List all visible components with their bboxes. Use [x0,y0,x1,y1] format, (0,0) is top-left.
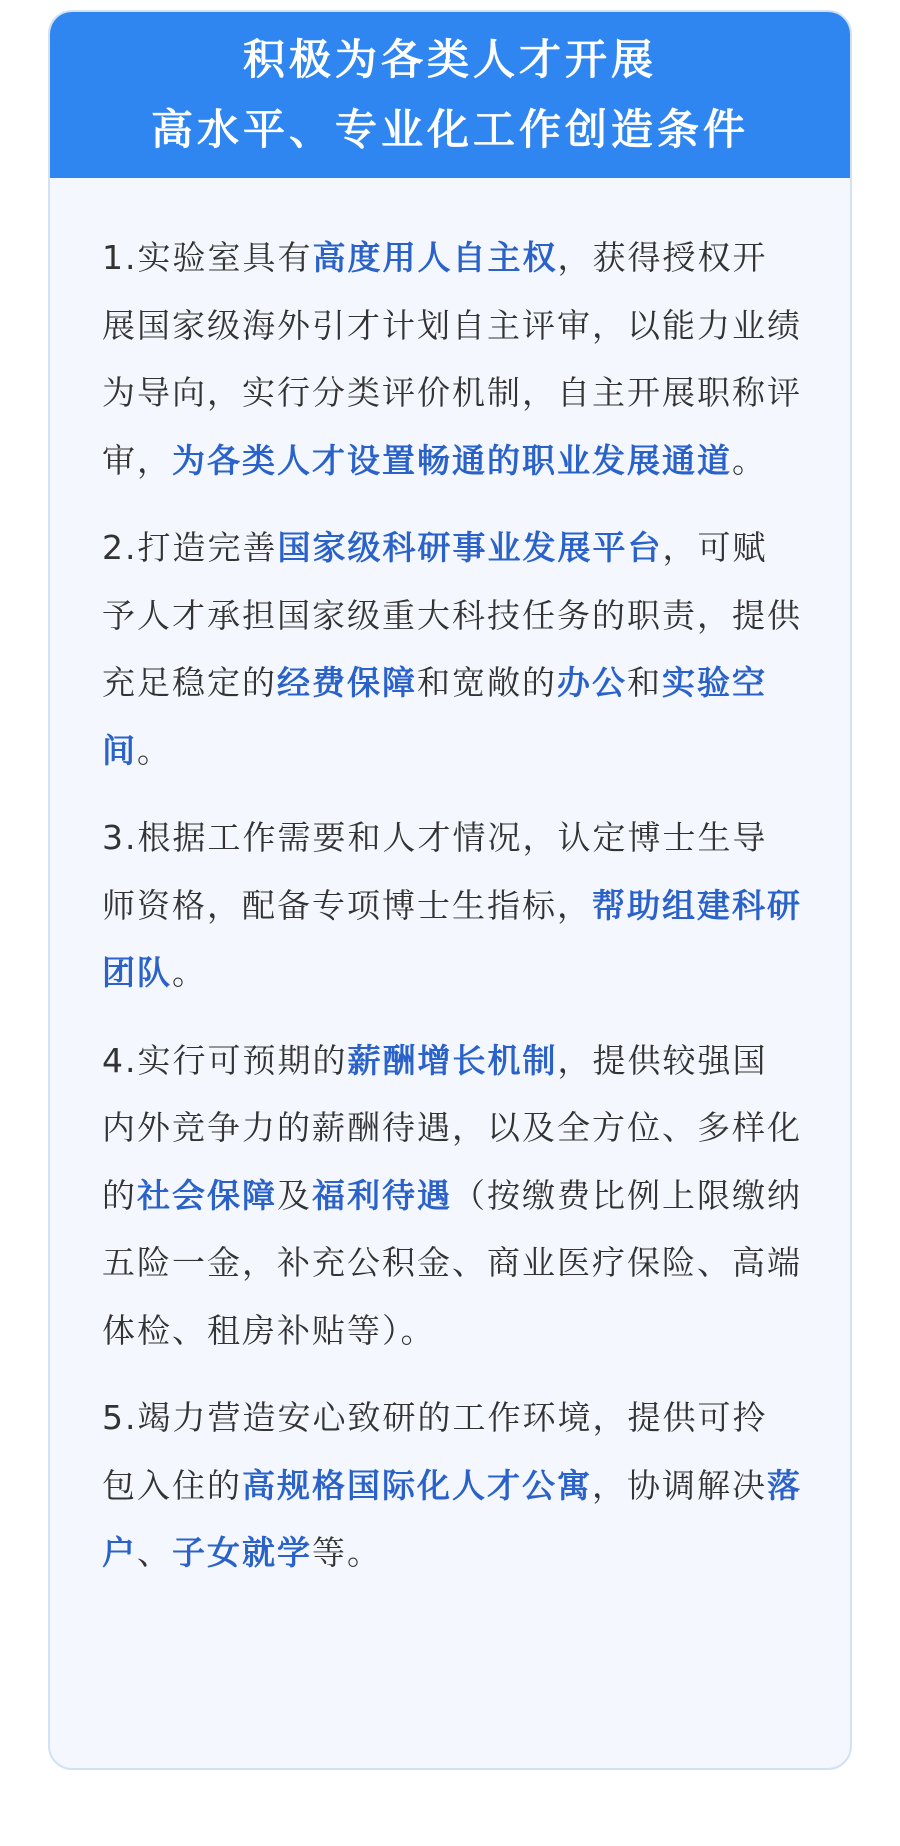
highlighted-text: 办公 [557,663,627,702]
body-text: 。 [137,730,172,770]
body-text: ，提供较强国内外竞争力的薪酬待遇，以及全方位、多样化的 [102,1040,802,1215]
highlighted-text: 社会保障 [137,1175,277,1215]
highlighted-text: 高度用人自主权 [312,238,558,277]
highlighted-text: 高规格国际化人才公寓 [242,1465,592,1505]
info-card [48,10,852,1770]
highlighted-text: 国家级科研事业发展平台 [277,528,663,567]
item-list [102,224,802,1607]
body-text: ，协调解决 [592,1465,767,1505]
body-text: 和 [627,663,662,702]
highlighted-text: 福利待遇 [312,1175,452,1215]
body-text: 和宽敞的 [417,663,557,702]
highlighted-text: 为各类人才设置畅通的职业发展通道 [172,440,732,480]
list-item-4 [102,1027,802,1365]
highlighted-text: 帮助组建科研团队 [102,885,802,992]
body-text: 5.竭力营造安心致研的工作环境，提供可拎包入住的 [102,1398,768,1505]
body-text: ，获得授权开展国家级海外引才计划自主评审，以能力业绩为导向，实行分类评价机制，自主开展职称评审， [102,238,802,480]
list-item-3 [102,804,802,1007]
body-text: 。 [172,953,207,992]
body-text: 4.实行可预期的 [102,1040,348,1080]
body-text: 3.根据工作需要和人才情况，认定博士生导师资格，配备专项博士生指标， [102,818,768,925]
body-text: 2.打造完善 [102,528,278,567]
highlighted-text: 经费保障 [277,663,417,702]
body-text: 1.实验室具有 [102,238,313,277]
highlighted-text: 子女就学 [172,1533,312,1572]
header-title-line-1: 积极为各类人才开展 [242,35,657,84]
highlighted-text: 落户 [102,1465,802,1572]
card-header [50,12,850,178]
header-title-line-2: 高水平、专业化工作创造条件 [150,105,749,154]
body-text: 及 [277,1175,312,1215]
list-item-5 [102,1384,802,1587]
highlighted-text: 实验空间 [102,663,767,770]
list-item-1 [102,224,802,494]
highlighted-text: 薪酬增长机制 [347,1040,558,1080]
body-text: 、 [137,1533,172,1572]
body-text: （按缴费比例上限缴纳五险一金，补充公积金、商业医疗保险、高端体检、租房补贴等）。 [102,1175,802,1350]
list-item-2 [102,514,802,784]
body-text: 等。 [312,1533,382,1572]
body-text: 。 [732,440,767,480]
body-text: ，可赋予人才承担国家级重大科技任务的职责，提供充足稳定的 [102,528,802,702]
